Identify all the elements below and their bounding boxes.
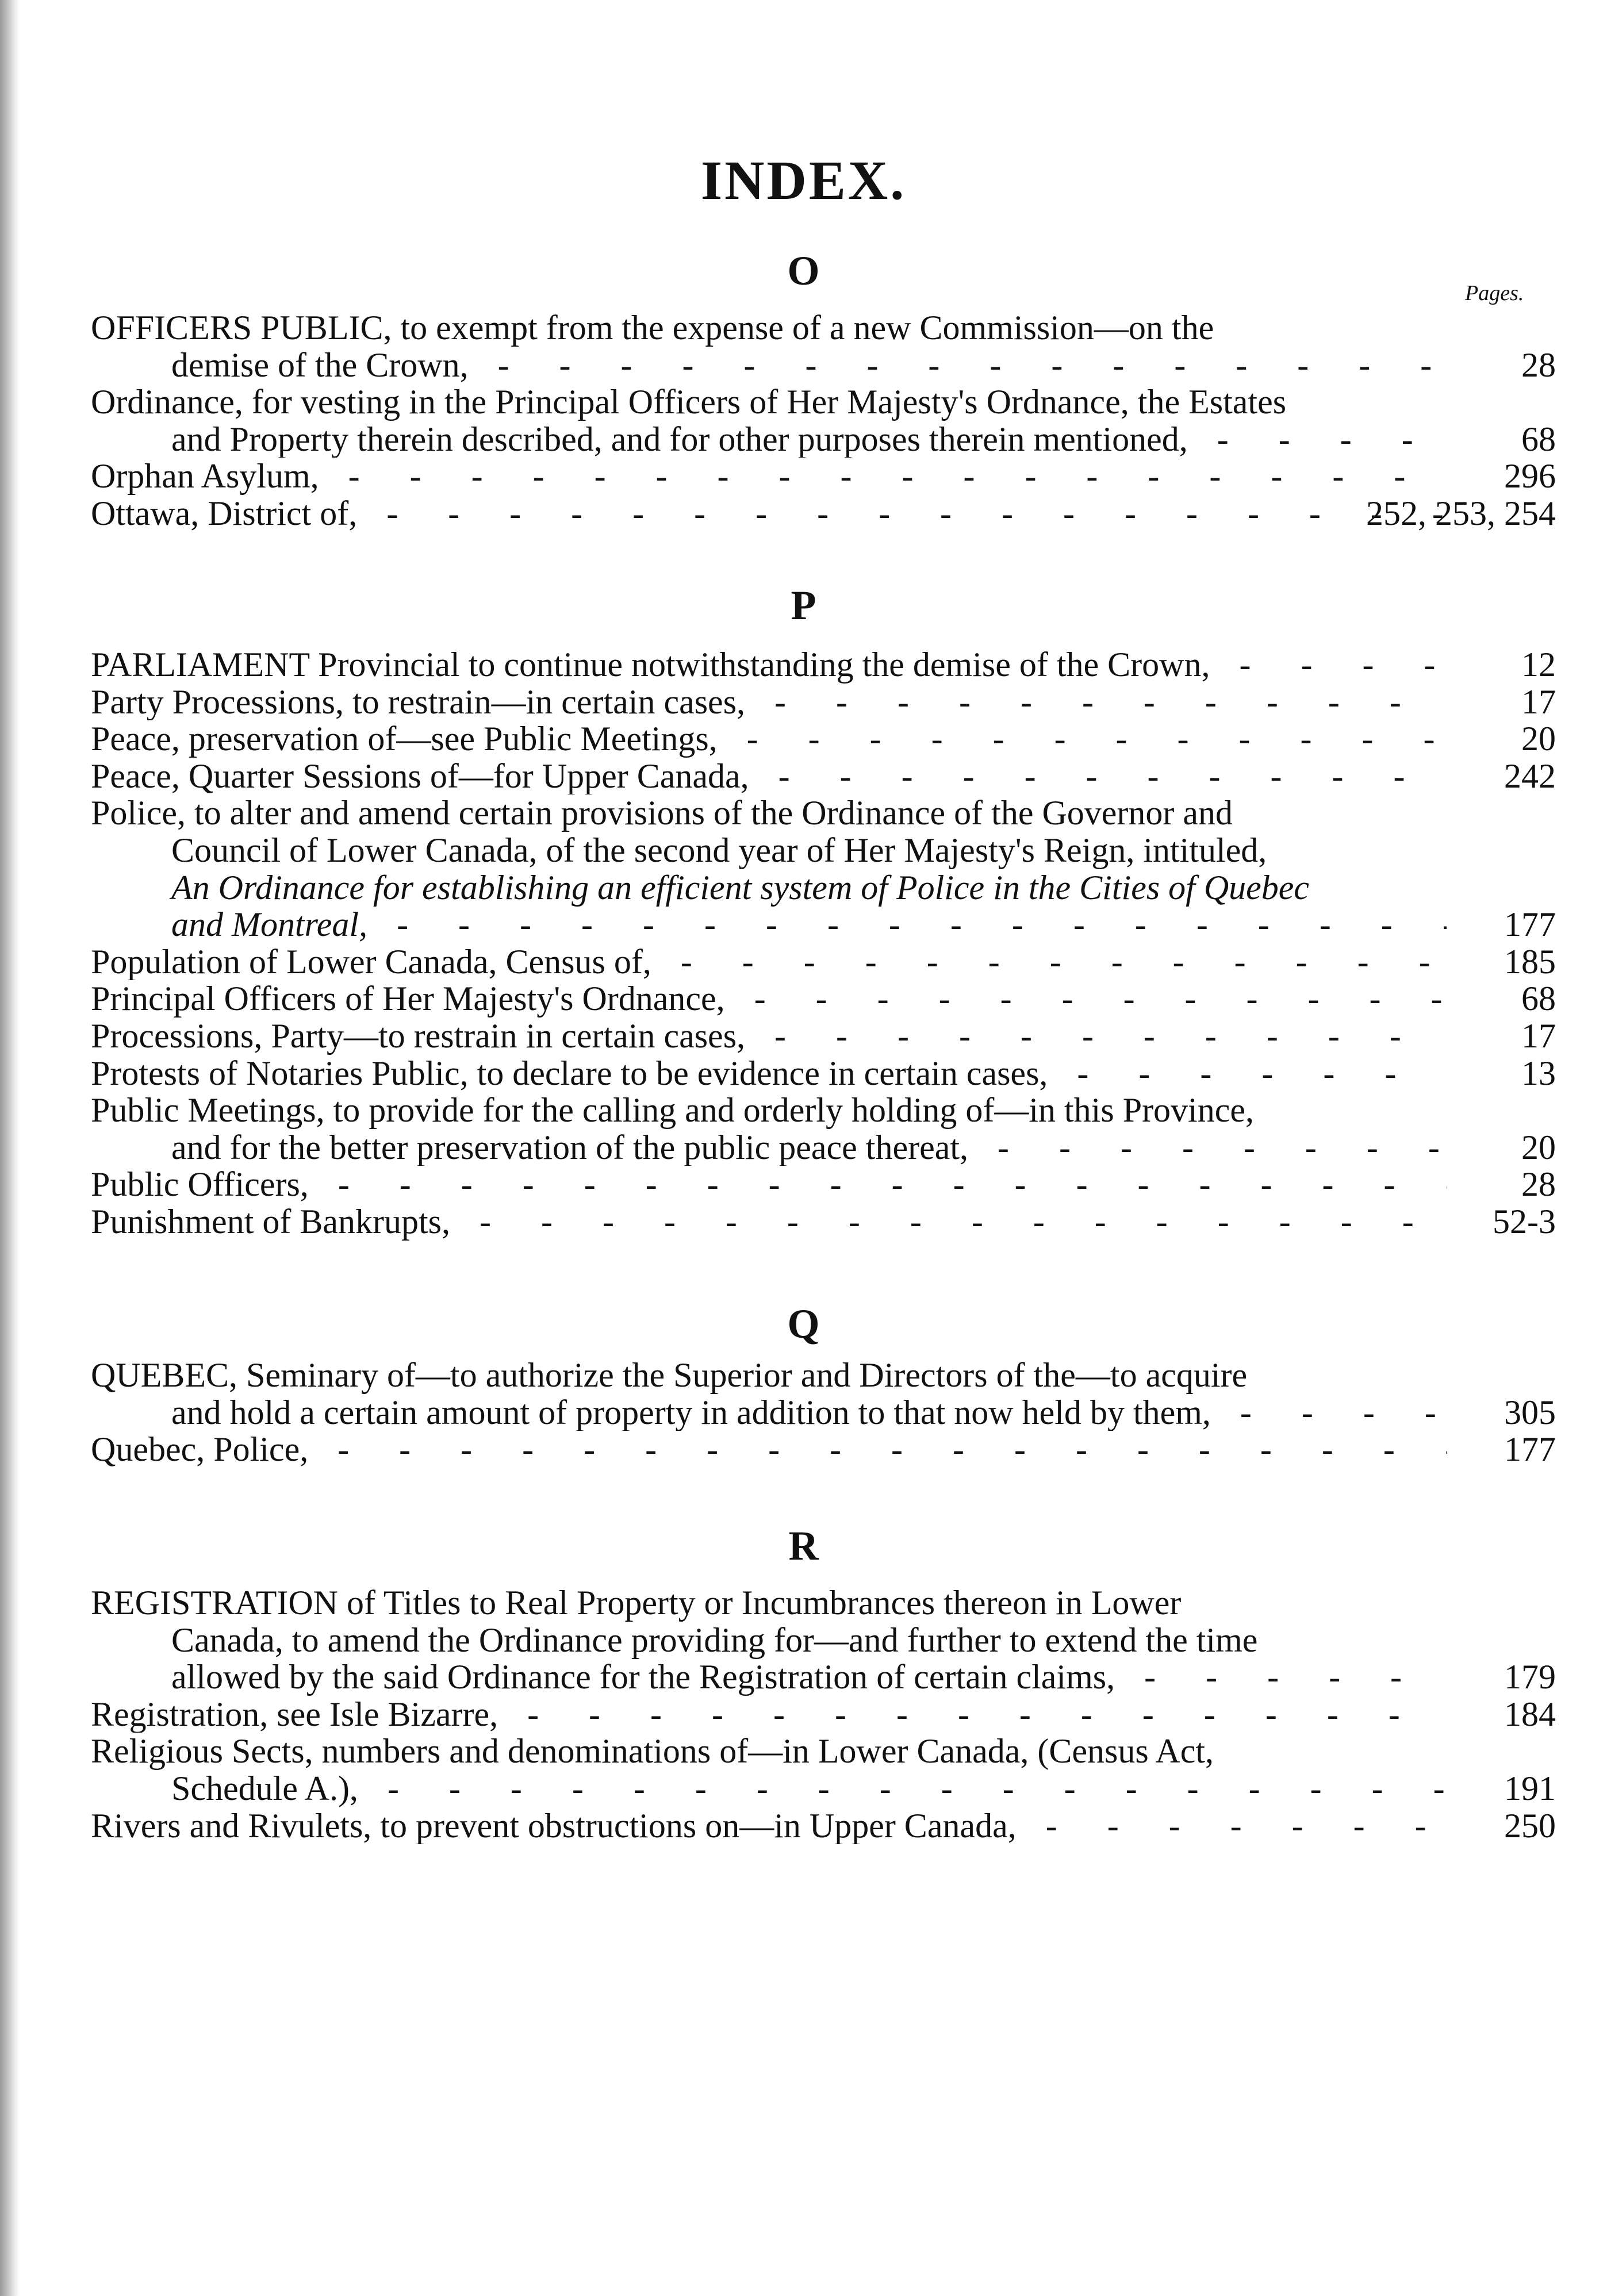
page-reference: 68 [1521,420,1556,458]
section-q-entries [91,1357,1556,1468]
entry-heading-text: Processions, Party—to restrain in certain cases, - [91,1018,1447,1055]
page-reference: 52-3 [1493,1202,1556,1241]
index-entry [91,309,1556,383]
index-entry [91,495,1556,532]
entry-heading-text: Party Processions, to restrain—in certain cases, - [91,684,1447,721]
entry-heading-text: OFFICERS PUBLIC, to exempt from the expense of a new Commission—on the [91,309,1214,347]
section-letter-p: P [791,582,816,628]
entry-heading-text: Quebec, Police, - [91,1431,1447,1468]
page-reference: 17 [1521,1016,1556,1055]
page-reference: 250 [1504,1806,1556,1845]
index-entry [91,1733,1556,1807]
index-entry [91,720,1556,758]
index-entry [91,1166,1556,1203]
page-reference: 20 [1521,1128,1556,1166]
index-entry [91,1018,1556,1055]
entry-continuation-text: allowed by the said Ordinance for the Registration of certain claims, - [91,1658,1447,1696]
page-reference: 191 [1504,1769,1556,1807]
section-letter-o: O [787,248,820,294]
page-title: INDEX. [700,149,907,211]
entry-heading-text: Rivers and Rivulets, to prevent obstructions on—in Upper Canada, - [91,1807,1447,1845]
index-entry [91,943,1556,981]
index-entry [91,794,1556,943]
section-letter-r: R [788,1523,819,1569]
page-reference: 242 [1504,757,1556,795]
page-reference: 28 [1521,1165,1556,1204]
index-entry [91,1431,1556,1468]
page-reference: 179 [1504,1658,1556,1696]
entry-continuation-text: Canada, to amend the Ordinance providing for—and further to extend the time [171,1621,1258,1659]
section-o-entries [91,309,1556,532]
page-reference: 296 [1504,457,1556,496]
entry-heading-text: Public Officers, - [91,1166,1447,1203]
index-entry [91,1357,1556,1431]
entry-heading-text: Registration, see Isle Bizarre, - [91,1696,1447,1733]
page-reference: 184 [1504,1695,1556,1733]
index-entry [91,1696,1556,1733]
entry-heading-text: QUEBEC, Seminary of—to authorize the Superior and Directors of the—to acquire [91,1356,1248,1394]
entry-continuation-text: An Ordinance for establishing an efficient system of Police in the Cities of Quebec [171,868,1310,907]
index-entry [91,646,1556,684]
index-entry [91,1203,1556,1241]
entry-continuation-text: Council of Lower Canada, of the second year of Her Majesty's Reign, intituled, [171,831,1267,869]
entry-continuation-text: and for the better preservation of the public peace thereat, - [91,1129,1447,1166]
entry-heading-text: Punishment of Bankrupts, - [91,1203,1447,1241]
page-reference: 68 [1521,980,1556,1018]
page-reference: 252, 253, 254 [1366,494,1556,532]
index-entry [91,1092,1556,1166]
entry-heading-text: Public Meetings, to provide for the calling and orderly holding of—in this Province, [91,1091,1254,1130]
pages-column-label: Pages. [1465,281,1524,305]
index-entry [91,980,1556,1018]
entry-heading-text: Ottawa, District of, - [91,495,1447,532]
index-entry [91,1807,1556,1845]
entry-heading-text: Police, to alter and amend certain provisions of the Ordinance of the Governor and [91,794,1233,832]
entry-continuation-text: and Property therein described, and for other purposes therein mentioned, - [91,421,1447,458]
page-reference: 305 [1504,1393,1556,1431]
entry-continuation-text: and Montreal, - [91,906,1447,943]
entry-heading-text: Protests of Notaries Public, to declare to be evidence in certain cases, - [91,1055,1447,1092]
entry-heading-text: Ordinance, for vesting in the Principal Officers of Her Majesty's Ordnance, the Estates [91,383,1287,421]
entry-heading-text: Religious Sects, numbers and denominations of—in Lower Canada, (Census Act, [91,1732,1214,1771]
entry-heading-text: Peace, preservation of—see Public Meetings, - [91,720,1447,758]
section-r-entries [91,1584,1556,1844]
page-reference: 17 [1521,682,1556,721]
section-letter-q: Q [787,1301,820,1347]
entry-heading-text: Population of Lower Canada, Census of, - [91,943,1447,981]
page-reference: 177 [1504,1430,1556,1469]
entry-continuation-text: demise of the Crown, - [91,347,1447,384]
scan-page-edge [0,0,20,2296]
page-reference: 13 [1521,1054,1556,1092]
page-reference: 177 [1504,905,1556,944]
page-reference: 12 [1521,646,1556,684]
entry-heading-text: Principal Officers of Her Majesty's Ordnance, - [91,980,1447,1018]
entry-heading-text: PARLIAMENT Provincial to continue notwithstanding the demise of the Crown, - [91,646,1447,684]
entry-continuation-text: and hold a certain amount of property in addition to that now held by them, - [91,1394,1447,1431]
entry-heading-text: REGISTRATION of Titles to Real Property or Incumbrances thereon in Lower [91,1584,1182,1622]
section-p-entries [91,646,1556,1241]
index-entry [91,1055,1556,1092]
index-entry [91,1584,1556,1696]
page-reference: 28 [1521,345,1556,384]
page-reference: 185 [1504,942,1556,981]
page-reference: 20 [1521,720,1556,758]
index-entry [91,758,1556,795]
entry-heading-text: Orphan Asylum, - [91,458,1447,495]
index-entry [91,458,1556,495]
entry-heading-text: Peace, Quarter Sessions of—for Upper Canada, - [91,758,1447,795]
index-entry [91,684,1556,721]
index-entry [91,383,1556,458]
entry-continuation-text: Schedule A.), - [91,1770,1447,1807]
